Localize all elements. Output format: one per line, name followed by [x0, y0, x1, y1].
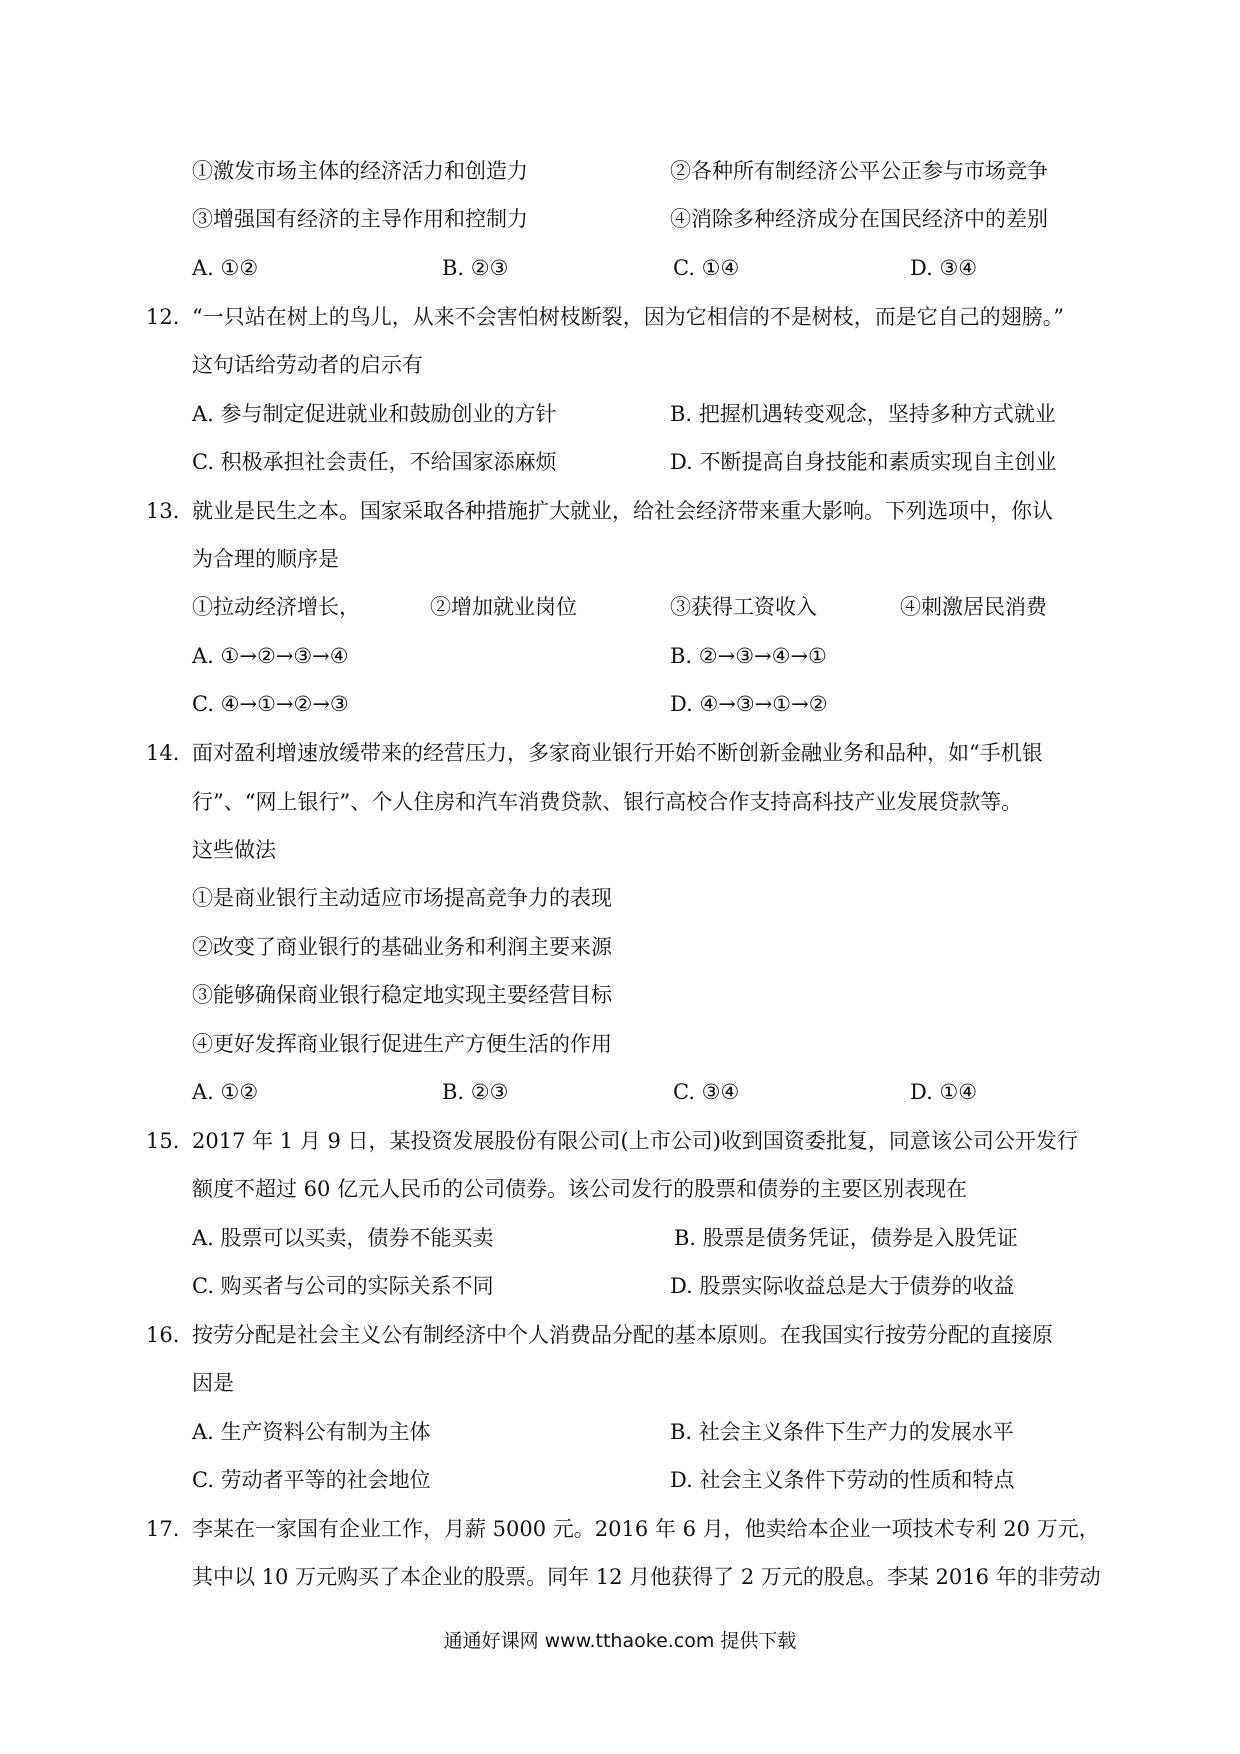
q13-option-a: A. ①→②→③→④ [192, 644, 349, 668]
q15-option-d: D. 股票实际收益总是大于债券的收益 [670, 1274, 1015, 1298]
q15-number: 15. [146, 1129, 180, 1153]
q17-number: 17. [146, 1517, 180, 1541]
q11-option-d: D. ③④ [910, 256, 978, 280]
q16-option-b: B. 社会主义条件下生产力的发展水平 [670, 1420, 1014, 1444]
q14-stem-line2: 行”、“网上银行”、个人住房和汽车消费贷款、银行高校合作支持高科技产业发展贷款等。 [192, 790, 1023, 814]
q12-stem-line1: “一只站在树上的鸟儿，从来不会害怕树枝断裂，因为它相信的不是树枝，而是它自己的翅膀。” [192, 305, 1064, 329]
q12-option-c: C. 积极承担社会责任，不给国家添麻烦 [192, 450, 557, 474]
q15-stem-line1: 2017 年 1 月 9 日，某投资发展股份有限公司(上市公司)收到国资委批复，同意该公司公开发行 [192, 1129, 1078, 1153]
q16-option-a: A. 生产资料公有制为主体 [192, 1420, 431, 1444]
q17-stem-line2: 其中以 10 万元购买了本企业的股票。同年 12 月他获得了 2 万元的股息。李某 2016 年的非劳动 [192, 1565, 1101, 1589]
q14-stem-line3: 这些做法 [192, 838, 276, 862]
q15-stem-line2: 额度不超过 60 亿元人民币的公司债券。该公司发行的股票和债券的主要区别表现在 [192, 1177, 968, 1201]
q13-statement-2: ②增加就业岗位 [430, 595, 577, 619]
q16-option-d: D. 社会主义条件下劳动的性质和特点 [670, 1468, 1015, 1492]
q12-option-d: D. 不断提高自身技能和素质实现自主创业 [670, 450, 1057, 474]
q14-statement-4: ④更好发挥商业银行促进生产方便生活的作用 [192, 1032, 612, 1056]
q14-option-c: C. ③④ [673, 1080, 740, 1104]
q16-stem-line1: 按劳分配是社会主义公有制经济中个人消费品分配的基本原则。在我国实行按劳分配的直接原 [192, 1323, 1053, 1347]
q12-stem-line2: 这句话给劳动者的启示有 [192, 353, 423, 377]
q14-statement-1: ①是商业银行主动适应市场提高竞争力的表现 [192, 886, 612, 910]
q14-statement-2: ②改变了商业银行的基础业务和利润主要来源 [192, 935, 612, 959]
q11-statement-3: ③增强国有经济的主导作用和控制力 [192, 207, 528, 231]
q13-option-d: D. ④→③→①→② [670, 692, 828, 716]
q16-number: 16. [146, 1323, 180, 1347]
q16-option-c: C. 劳动者平等的社会地位 [192, 1468, 431, 1492]
q14-statement-3: ③能够确保商业银行稳定地实现主要经营目标 [192, 983, 612, 1007]
q14-option-b: B. ②③ [442, 1080, 509, 1104]
q12-option-b: B. 把握机遇转变观念，坚持多种方式就业 [670, 402, 1056, 426]
q13-statement-4: ④刺激居民消费 [900, 595, 1047, 619]
q13-option-b: B. ②→③→④→① [670, 644, 827, 668]
q13-stem-line1: 就业是民生之本。国家采取各种措施扩大就业，给社会经济带来重大影响。下列选项中，你认 [192, 499, 1053, 523]
q11-option-c: C. ①④ [673, 256, 740, 280]
q11-statement-1: ①激发市场主体的经济活力和创造力 [192, 159, 528, 183]
q13-number: 13. [146, 499, 180, 523]
q12-option-a: A. 参与制定促进就业和鼓励创业的方针 [192, 402, 557, 426]
q17-stem-line1: 李某在一家国有企业工作，月薪 5000 元。2016 年 6 月，他卖给本企业一项技术专利 20 万元， [192, 1517, 1100, 1541]
q14-option-d: D. ①④ [910, 1080, 978, 1104]
q11-statement-2: ②各种所有制经济公平公正参与市场竞争 [670, 159, 1048, 183]
q16-stem-line2: 因是 [192, 1371, 234, 1395]
q13-stem-line2: 为合理的顺序是 [192, 547, 339, 571]
q15-option-b: B. 股票是债务凭证，债券是入股凭证 [674, 1226, 1018, 1250]
page-footer: 通通好课网 www.tthaoke.com 提供下载 [443, 1630, 797, 1652]
q11-option-b: B. ②③ [442, 256, 509, 280]
q12-number: 12. [146, 305, 180, 329]
q15-option-a: A. 股票可以买卖，债券不能买卖 [192, 1226, 494, 1250]
q14-number: 14. [146, 741, 180, 765]
q14-option-a: A. ①② [192, 1080, 259, 1104]
q13-statement-3: ③获得工资收入 [670, 595, 817, 619]
q14-stem-line1: 面对盈利增速放缓带来的经营压力，多家商业银行开始不断创新金融业务和品种，如“手机银 [192, 741, 1043, 765]
q11-statement-4: ④消除多种经济成分在国民经济中的差别 [670, 207, 1048, 231]
q13-statement-1: ①拉动经济增长， [192, 595, 360, 619]
q13-option-c: C. ④→①→②→③ [192, 692, 349, 716]
q15-option-c: C. 购买者与公司的实际关系不同 [192, 1274, 494, 1298]
q11-option-a: A. ①② [192, 256, 259, 280]
